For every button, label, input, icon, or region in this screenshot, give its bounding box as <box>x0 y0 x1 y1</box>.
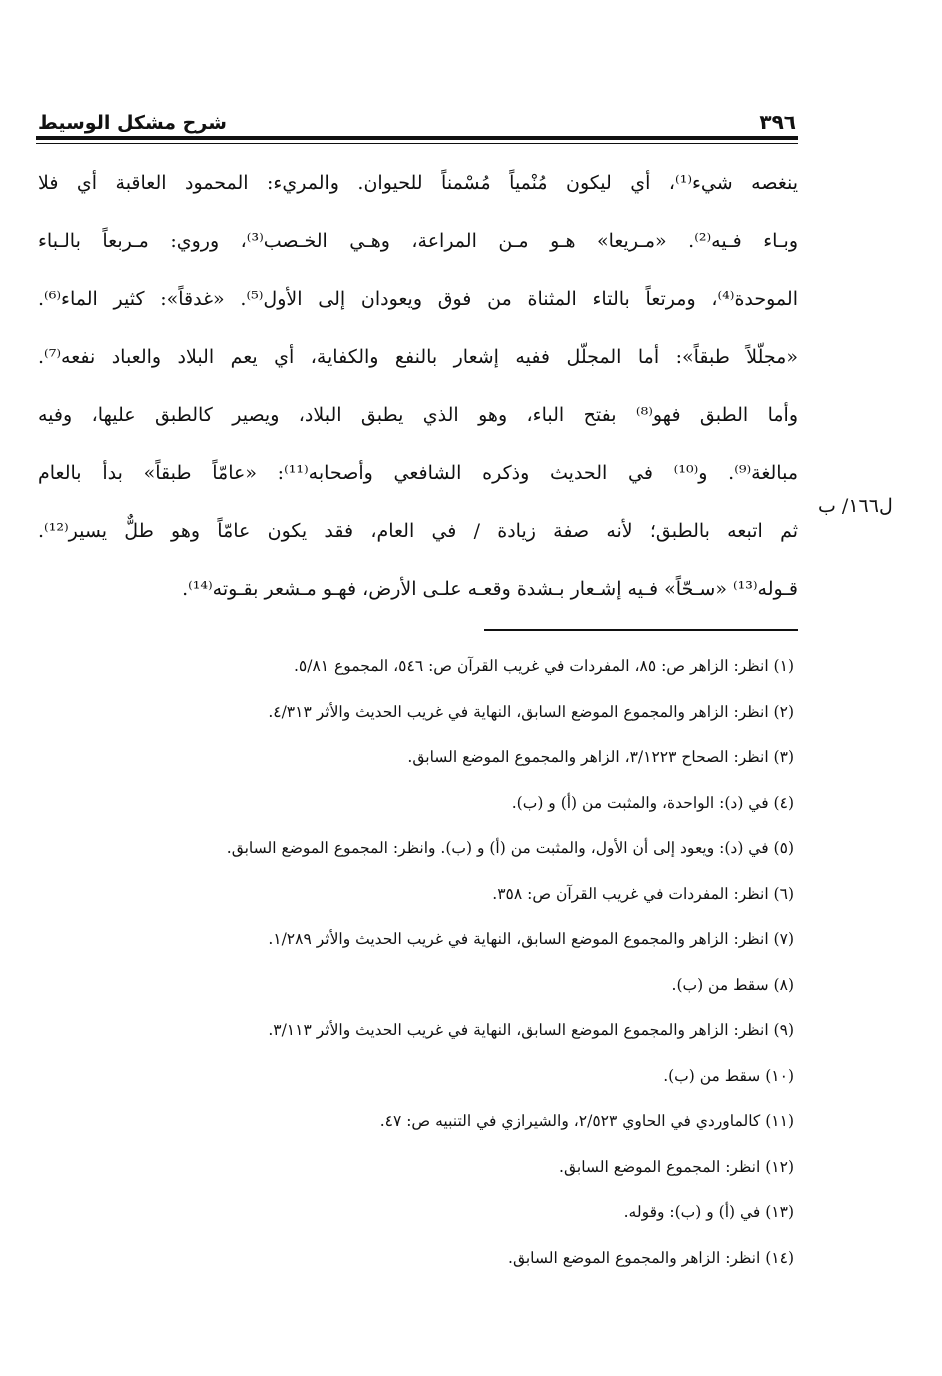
footnote: (٣) انظر: الصحاح ٣/١٢٢٣، الزاهر والمجموع الموضع السابق. <box>407 748 794 766</box>
footnote: (٧) انظر: الزاهر والمجموع الموضع السابق، النهاية في غريب الحديث والأثر ١/٢٨٩. <box>268 930 794 948</box>
body-line: الموحدة⁽⁴⁾، ومرتعاً بالتاء المثناة من فوق ويعودان إلى الأول⁽⁵⁾. «غدقاً»: كثير الماء⁽⁶⁾. <box>38 288 798 310</box>
body-line: وأما الطبق فهو⁽⁸⁾ بفتح الباء، وهو الذي يطبق البلاد، ويصير كالطبق عليها، وفيه <box>38 404 798 426</box>
body-line: مبالغة⁽⁹⁾. و⁽¹⁰⁾ في الحديث وذكره الشافعي وأصحابه⁽¹¹⁾: «عامّاً طبقاً» بدأ بالعام <box>38 462 798 484</box>
footnote: (١٠) سقط من (ب). <box>663 1066 794 1085</box>
footnote: (٩) انظر: الزاهر والمجموع الموضع السابق، النهاية في غريب الحديث والأثر ٣/١١٣. <box>268 1021 794 1039</box>
footnotes <box>74 646 794 1283</box>
footnote: (١٣) في (أ) و (ب): وقوله. <box>623 1203 794 1221</box>
body-line: قـوله⁽¹³⁾ «سـحّاً» فـيه إشـعار بـشدة وقعـه علـى الأرض، فهـو مـشعر بقـوته⁽¹⁴⁾. <box>182 578 798 600</box>
body-line: ينغصه شيء⁽¹⁾، أي ليكون مُنْمياً مُسْمناً للحيوان. والمريء: المحمود العاقبة أي فلا <box>38 172 798 194</box>
page-number: ٣٩٦ <box>759 110 796 134</box>
footnote: (٥) في (د): ويعود إلى أن الأول، والمثبت من (أ) و (ب). وانظر: المجموع الموضع السابق. <box>226 839 794 857</box>
footnote: (١٢) انظر: المجموع الموضع السابق. <box>559 1157 794 1176</box>
manuscript-margin-note: ل١٦٦/ ب <box>818 495 893 517</box>
header-divider-thick <box>36 136 798 140</box>
body-line: ثم اتبعه بالطبق؛ لأنه صفة زيادة / في العام، فقد يكون عامّاً وهو طلٌّ يسير⁽¹²⁾. <box>38 520 798 542</box>
footnote: (١) انظر: الزاهر ص: ٨٥، المفردات في غريب القرآن ص: ٥٤٦، المجموع ٥/٨١. <box>293 657 794 675</box>
main-text <box>38 158 798 622</box>
header-divider-thin <box>36 143 798 144</box>
footnote: (٨) سقط من (ب). <box>671 975 794 994</box>
footnote: (٤) في (د): الواحدة، والمثبت من (أ) و (ب). <box>511 793 794 812</box>
body-line: وبـاء فـيه⁽²⁾. «مـريعا» هـو مـن المراعة، وهـي الخـصب⁽³⁾، وروي: مـربعاً بالـباء <box>38 230 798 252</box>
footnote-separator <box>484 629 798 631</box>
footnote: (١٤) انظر: الزاهر والمجموع الموضع السابق. <box>508 1248 794 1267</box>
running-header <box>38 100 796 134</box>
footnote: (١١) كالماوردي في الحاوي ٢/٥٢٣، والشيرازي في التنبيه ص: ٤٧. <box>379 1112 794 1130</box>
footnote: (٢) انظر: الزاهر والمجموع الموضع السابق، النهاية في غريب الحديث والأثر ٤/٣١٣. <box>268 702 794 721</box>
body-line: «مجلّلاً طبقاً»: أما المجلّل ففيه إشعار بالنفع والكفاية، أي يعم البلاد والعباد نفعه⁽⁷⁾. <box>38 346 798 368</box>
footnote: (٦) انظر: المفردات في غريب القرآن ص: ٣٥٨. <box>492 884 794 903</box>
book-title: شرح مشكل الوسيط <box>38 112 227 134</box>
